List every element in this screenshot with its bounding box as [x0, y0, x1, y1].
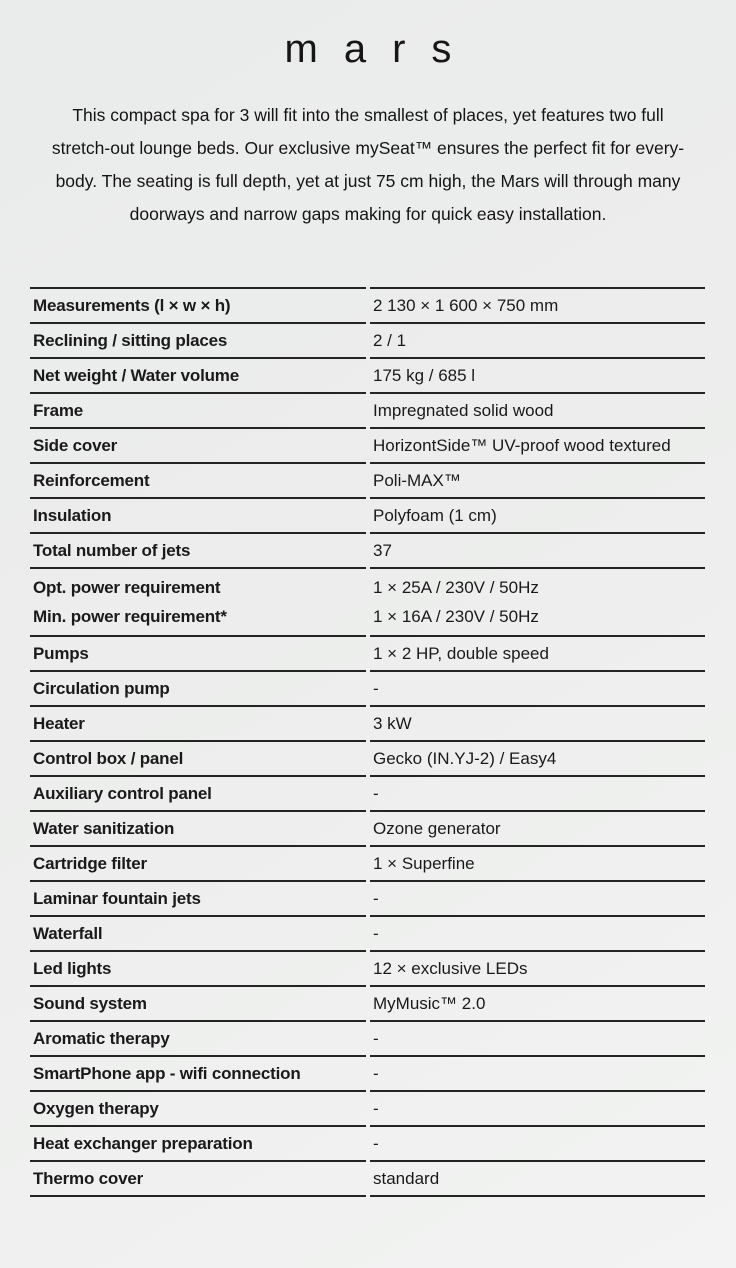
spec-label-line: Net weight / Water volume	[33, 366, 239, 385]
product-description	[0, 99, 736, 231]
spec-value	[370, 287, 705, 322]
spec-row	[30, 427, 705, 462]
spec-row	[30, 1090, 705, 1125]
spec-value	[370, 427, 705, 462]
description-line: stretch-out lounge beds. Our exclusive mySeat™ ensures the perfect fit for every-	[51, 138, 685, 158]
spec-label	[30, 1160, 366, 1197]
spec-value	[370, 392, 705, 427]
spec-value-line: -	[373, 784, 379, 803]
spec-label-line: Opt. power requirement	[33, 578, 221, 597]
spec-label	[30, 322, 366, 357]
spec-row	[30, 392, 705, 427]
spec-value	[370, 950, 705, 985]
spec-label	[30, 705, 366, 740]
spec-label	[30, 392, 366, 427]
spec-label-line: Insulation	[33, 506, 112, 525]
spec-value	[370, 322, 705, 357]
spec-label	[30, 1055, 366, 1090]
spec-row	[30, 880, 705, 915]
spec-label-line: Oxygen therapy	[33, 1099, 159, 1118]
spec-value	[370, 532, 705, 567]
spec-label-line: Reclining / sitting places	[33, 331, 228, 350]
spec-label-line: Side cover	[33, 436, 117, 455]
spec-label	[30, 880, 366, 915]
description-line: doorways and narrow gaps making for quick easy installation.	[129, 204, 607, 224]
spec-label	[30, 427, 366, 462]
spec-row	[30, 740, 705, 775]
description-line: This compact spa for 3 will fit into the smallest of places, yet features two full	[72, 105, 664, 125]
spec-value	[370, 1125, 705, 1160]
spec-label-line: Sound system	[33, 994, 147, 1013]
spec-label-line: Frame	[33, 401, 84, 420]
spec-row	[30, 1055, 705, 1090]
spec-label	[30, 845, 366, 880]
spec-value-line: 1 × 2 HP, double speed	[373, 644, 549, 663]
spec-value	[370, 1020, 705, 1055]
product-title: mars	[284, 27, 478, 71]
spec-row	[30, 532, 705, 567]
spec-label	[30, 915, 366, 950]
spec-label-line: Waterfall	[33, 924, 103, 943]
spec-value-line: -	[373, 1134, 379, 1153]
spec-row	[30, 1020, 705, 1055]
spec-value-line: -	[373, 1064, 379, 1083]
spec-value-line: 175 kg / 685 l	[373, 366, 476, 385]
spec-value-line: -	[373, 679, 379, 698]
spec-value-line: HorizontSide™ UV-proof wood textured	[373, 436, 671, 455]
spec-value	[370, 845, 705, 880]
spec-label-line: Aromatic therapy	[33, 1029, 170, 1048]
spec-value-line: Polyfoam (1 cm)	[373, 506, 497, 525]
spec-label-line: Laminar fountain jets	[33, 889, 201, 908]
spec-row	[30, 1125, 705, 1160]
spec-label-line: SmartPhone app - wifi connection	[33, 1064, 301, 1083]
spec-label-line: Reinforcement	[33, 471, 150, 490]
spec-value-line: 2 / 1	[373, 331, 407, 350]
spec-value-line: 1 × 25A / 230V / 50Hz	[373, 578, 539, 597]
spec-label	[30, 635, 366, 670]
spec-label	[30, 985, 366, 1020]
spec-label-line: Measurements (l × w × h)	[33, 296, 231, 315]
spec-value-line: 37	[373, 541, 392, 560]
spec-row	[30, 775, 705, 810]
spec-label	[30, 287, 366, 322]
spec-value-line: 2 130 × 1 600 × 750 mm	[373, 296, 559, 315]
spec-label-line: Heater	[33, 714, 85, 733]
spec-sheet-page	[0, 26, 736, 1268]
spec-value	[370, 705, 705, 740]
spec-value	[370, 985, 705, 1020]
spec-value-line: -	[373, 1029, 379, 1048]
spec-value-line: Ozone generator	[373, 819, 501, 838]
spec-value-line: Gecko (IN.YJ-2) / Easy4	[373, 749, 557, 768]
spec-label	[30, 1090, 366, 1125]
spec-label-line: Circulation pump	[33, 679, 170, 698]
spec-row	[30, 670, 705, 705]
spec-row	[30, 845, 705, 880]
spec-label	[30, 810, 366, 845]
spec-value	[370, 567, 705, 635]
spec-label-line: Pumps	[33, 644, 89, 663]
spec-value-line: 12 × exclusive LEDs	[373, 959, 528, 978]
spec-label-line: Min. power requirement*	[33, 607, 227, 626]
spec-label-line: Water sanitization	[33, 819, 175, 838]
spec-label	[30, 462, 366, 497]
spec-value	[370, 357, 705, 392]
spec-label	[30, 567, 366, 635]
spec-label	[30, 775, 366, 810]
spec-label-line: Thermo cover	[33, 1169, 144, 1188]
spec-label	[30, 1020, 366, 1055]
spec-label	[30, 532, 366, 567]
spec-value	[370, 1090, 705, 1125]
spec-row	[30, 985, 705, 1020]
spec-value	[370, 915, 705, 950]
spec-value-line: standard	[373, 1169, 440, 1188]
spec-row	[30, 567, 705, 635]
spec-label-line: Total number of jets	[33, 541, 191, 560]
spec-value-line: 1 × Superfine	[373, 854, 475, 873]
spec-value-line: Poli-MAX™	[373, 471, 461, 490]
spec-value	[370, 497, 705, 532]
spec-row	[30, 357, 705, 392]
spec-value-line: -	[373, 1099, 379, 1118]
spec-row	[30, 705, 705, 740]
description-line: body. The seating is full depth, yet at just 75 cm high, the Mars will through many	[55, 171, 681, 191]
spec-value	[370, 775, 705, 810]
spec-row	[30, 810, 705, 845]
spec-value	[370, 740, 705, 775]
spec-label	[30, 1125, 366, 1160]
spec-row	[30, 287, 705, 322]
spec-value-line: -	[373, 924, 379, 943]
spec-value	[370, 635, 705, 670]
spec-label	[30, 670, 366, 705]
spec-value	[370, 1160, 705, 1197]
spec-row	[30, 635, 705, 670]
spec-value	[370, 462, 705, 497]
spec-value-line: MyMusic™ 2.0	[373, 994, 486, 1013]
spec-label	[30, 950, 366, 985]
spec-label-line: Control box / panel	[33, 749, 184, 768]
spec-value	[370, 880, 705, 915]
spec-row	[30, 915, 705, 950]
spec-value	[370, 810, 705, 845]
spec-label-line: Cartridge filter	[33, 854, 147, 873]
spec-label-line: Heat exchanger preparation	[33, 1134, 253, 1153]
spec-row	[30, 1160, 705, 1197]
spec-label-line: Led lights	[33, 959, 112, 978]
spec-label	[30, 740, 366, 775]
spec-value	[370, 670, 705, 705]
spec-value-line: Impregnated solid wood	[373, 401, 554, 420]
spec-label	[30, 357, 366, 392]
spec-value-line: -	[373, 889, 379, 908]
spec-row	[30, 497, 705, 532]
spec-value-line: 1 × 16A / 230V / 50Hz	[373, 607, 539, 626]
spec-table	[30, 287, 705, 1197]
spec-row	[30, 322, 705, 357]
spec-value-line: 3 kW	[373, 714, 412, 733]
spec-value	[370, 1055, 705, 1090]
spec-row	[30, 950, 705, 985]
spec-label-line: Auxiliary control panel	[33, 784, 212, 803]
spec-label	[30, 497, 366, 532]
spec-row	[30, 462, 705, 497]
